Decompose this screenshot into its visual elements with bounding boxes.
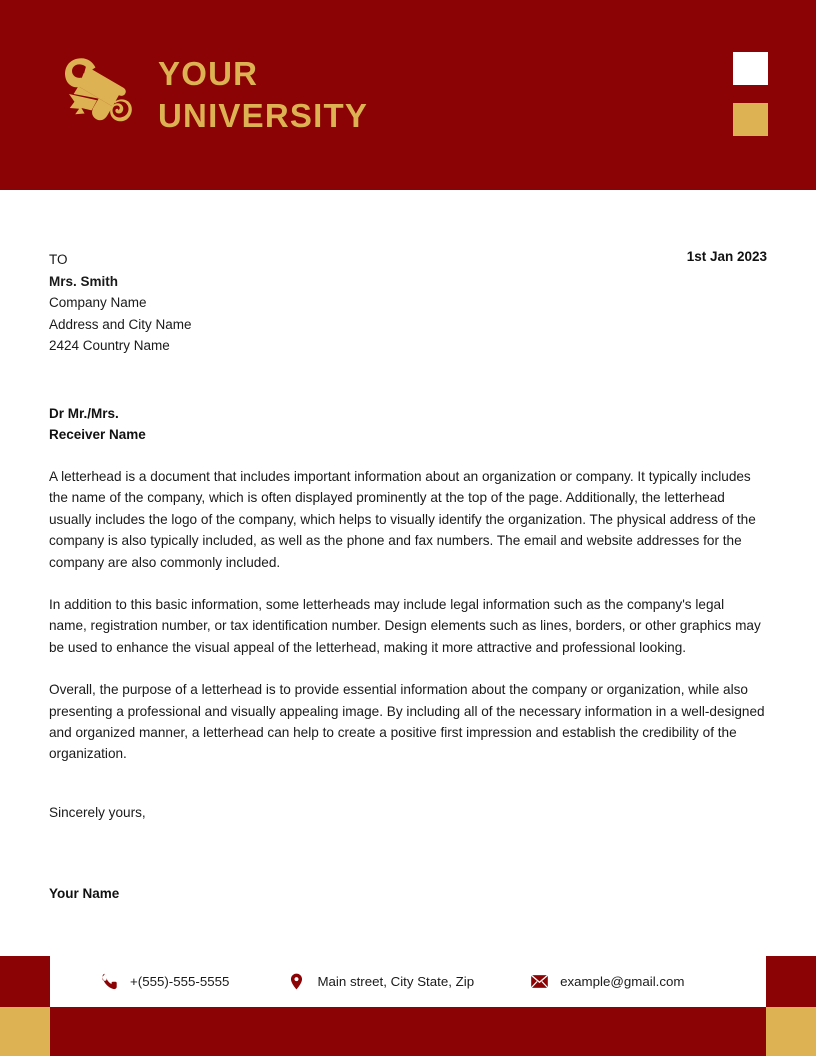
page-footer	[0, 956, 816, 1056]
footer-red-bar	[50, 1007, 766, 1056]
brand-line-1: YOUR	[158, 54, 259, 92]
contact-phone[interactable]	[100, 972, 229, 991]
page-header	[0, 0, 816, 190]
footer-decor-left-bottom	[0, 1007, 50, 1056]
footer-contact-bar	[50, 956, 766, 1007]
recipient-company: Company Name	[49, 295, 147, 310]
letter-paragraph-3: Overall, the purpose of a letterhead is to provide essential information about the company or organization, while also presenting a professional and visually appealing image. By including all of the necessary information in a well-designed and organized manner, a letterhead can help to create a positive first impression and establish the credibility of the organization.	[49, 682, 765, 762]
salutation-line-2: Receiver Name	[49, 427, 146, 442]
letter-paragraph-2: In addition to this basic information, some letterheads may include legal information such as the company's legal name, registration number, or tax identification number. Design elements such as lines, borders, or other graphics may be used to enhance the visual appeal of the letterhead, making it more attractive and professional looking.	[49, 597, 761, 655]
letter-body	[0, 190, 816, 901]
letter-paragraphs	[49, 466, 765, 786]
footer-decor-right-top	[766, 956, 816, 1007]
letter-meta-row	[0, 190, 816, 353]
brand-lockup	[58, 52, 368, 136]
envelope-icon	[530, 972, 549, 991]
footer-decor-left-top	[0, 956, 50, 1007]
letter-date: 1st Jan 2023	[686, 249, 767, 264]
salutation-block	[49, 403, 146, 445]
diploma-scroll-icon	[58, 52, 136, 136]
salutation-line-1: Dr Mr./Mrs.	[49, 406, 119, 421]
contact-address-text: Main street, City State, Zip	[317, 974, 475, 989]
contact-phone-text: +(555)-555-5555	[130, 974, 230, 989]
brand-text	[158, 54, 369, 134]
letter-closing: Sincerely yours,	[49, 805, 146, 820]
contact-address[interactable]	[287, 972, 474, 991]
recipient-country: 2424 Country Name	[49, 338, 170, 353]
signature-name: Your Name	[49, 886, 120, 901]
header-decor-square-white	[733, 52, 768, 85]
map-pin-icon	[287, 972, 306, 991]
phone-icon	[100, 972, 119, 991]
header-decor-square-gold	[733, 103, 768, 136]
to-label: TO	[49, 252, 68, 267]
contact-email-text: example@gmail.com	[560, 974, 685, 989]
footer-decor-right-bottom	[766, 1007, 816, 1056]
letter-paragraph-1: A letterhead is a document that includes important information about an organization or company. It typically includes the name of the company, which is often displayed prominently at the top of the page. Additionally, the letterhead usually includes the logo of the company, which helps to visually identify the organization. The physical address of the company is also typically included, as well as the phone and fax numbers. The email and website addresses for the company are also commonly included.	[49, 469, 756, 570]
brand-line-2: UNIVERSITY	[158, 96, 369, 134]
recipient-address: Address and City Name	[49, 316, 192, 332]
contact-email[interactable]	[530, 972, 684, 991]
recipient-name: Mrs. Smith	[49, 273, 119, 289]
recipient-block	[49, 249, 192, 357]
